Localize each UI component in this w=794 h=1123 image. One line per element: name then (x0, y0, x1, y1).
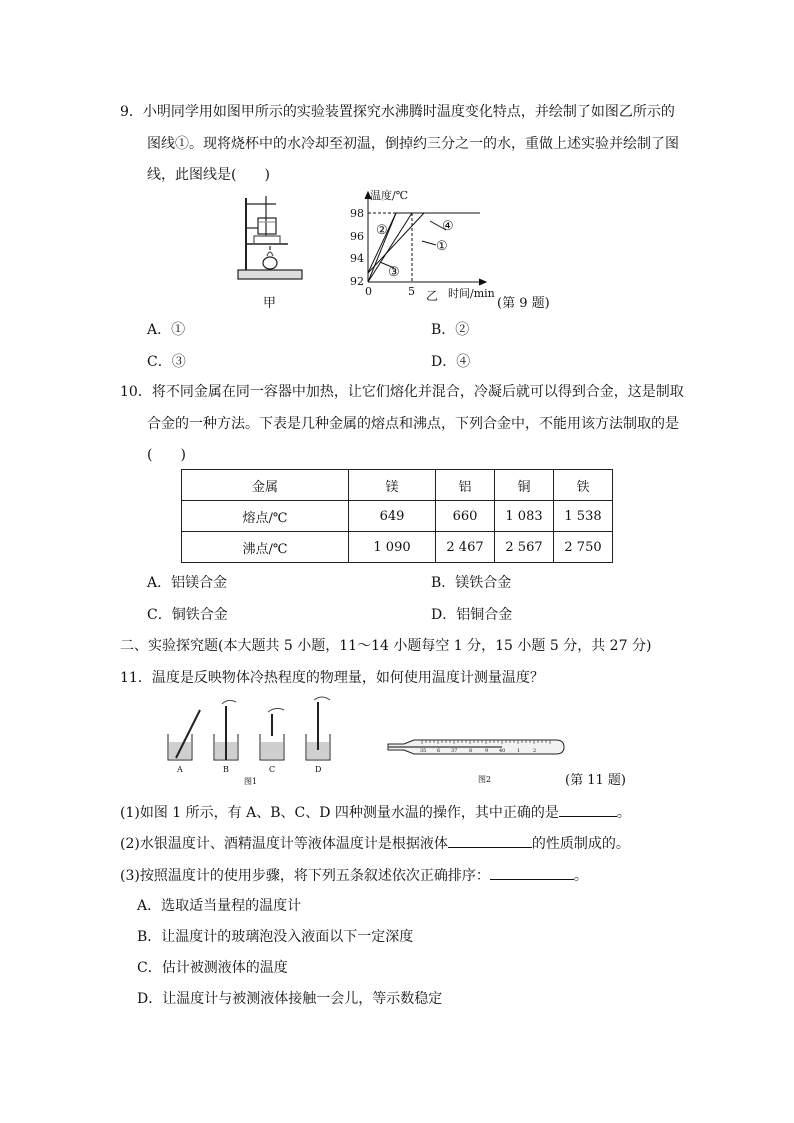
fig1-letter-b: B (223, 765, 229, 774)
table-row (182, 532, 613, 563)
table-header-cell: 铁 (554, 470, 613, 501)
section-2-heading: 二、实验探究题(本大题共 5 小题，11～14 小题每空 1 分，15 小题 5 分，共 27 分) (120, 638, 652, 654)
q9-option-c[interactable]: C．③ (147, 354, 186, 370)
graph-tick-96: 96 (350, 230, 364, 243)
graph-label-2: ② (376, 223, 388, 238)
graph-tick-94: 94 (350, 252, 364, 265)
table-cell: 熔点/℃ (182, 501, 349, 532)
thermo-tick-41: 1 (517, 748, 521, 754)
apparatus-beaker (258, 218, 276, 234)
q11-part-2-text-a: (2)水银温度计、酒精温度计等液体温度计是根据液体 (120, 836, 448, 852)
metal-properties-table (181, 469, 613, 563)
graph-label-1: ① (436, 239, 448, 254)
table-cell: 1 538 (554, 501, 613, 532)
q9-line-2: 图线①。现将烧杯中的水冷却至初温，倒掉约三分之一的水，重做上述实验并绘制了图 (147, 136, 679, 152)
table-cell: 1 090 (349, 532, 436, 563)
thermo-tick-35: 35 (420, 748, 427, 754)
answer-blank-2[interactable] (448, 835, 532, 848)
q9-option-b[interactable]: B．② (431, 322, 470, 338)
table-cell: 2 750 (554, 532, 613, 563)
thermo-tick-36: 6 (437, 748, 441, 754)
q10-option-a[interactable]: A．铝镁合金 (147, 575, 228, 591)
q11-part-1-period: 。 (616, 805, 631, 821)
q11-part-1-text: (1)如图 1 所示，有 A、B、C、D 四种测量水温的操作，其中正确的是 (120, 805, 559, 821)
q11-caption: (第 11 题) (565, 773, 626, 788)
q11-part-3-text: (3)按照温度计的使用步骤，将下列五条叙述依次正确排序： (120, 868, 490, 884)
apparatus-lamp (263, 257, 277, 269)
table-cell: 沸点/℃ (182, 532, 349, 563)
fig2-label: 图2 (478, 775, 492, 784)
q11-item-d: D．让温度计与被测液体接触一会儿，等示数稳定 (137, 991, 443, 1007)
table-cell: 660 (436, 501, 495, 532)
table-header-cell: 铜 (495, 470, 554, 501)
graph-label-4: ④ (442, 219, 454, 234)
table-header-cell: 铝 (436, 470, 495, 501)
boiling-apparatus-figure (236, 190, 308, 310)
answer-blank-3[interactable] (490, 867, 574, 880)
q9-option-d[interactable]: D．④ (431, 354, 471, 370)
q10-line-3: ( ) (147, 447, 186, 463)
fig1-letter-a: A (177, 765, 183, 774)
q11-item-b: B．让温度计的玻璃泡没入液面以下一定深度 (137, 929, 414, 945)
graph-tick-92: 92 (350, 275, 364, 288)
fig1-label: 图1 (244, 777, 258, 786)
table-header-cell: 金属 (182, 470, 349, 501)
q10-line-1: 10．将不同金属在同一容器中加热，让它们熔化并混合，冷凝后就可以得到合金，这是制取 (120, 384, 684, 400)
fig-yi-label: 乙 (426, 289, 439, 303)
q9-option-a[interactable]: A．① (147, 322, 186, 338)
table-cell: 2 567 (495, 532, 554, 563)
graph-tick-98: 98 (350, 207, 364, 220)
apparatus-base (238, 270, 302, 279)
fig1-letter-d: D (315, 765, 322, 774)
q11-part-3-period: 。 (573, 868, 588, 884)
thermo-tick-42: 2 (533, 748, 537, 754)
q9-line-1: 9．小明同学用如图甲所示的实验装置探究水沸腾时温度变化特点，并绘制了如图乙所示的 (120, 104, 675, 120)
q11-item-a: A．选取适当量程的温度计 (137, 898, 302, 914)
table-header-cell: 镁 (349, 470, 436, 501)
table-row (182, 501, 613, 532)
graph-tick-5: 5 (408, 285, 415, 298)
q10-option-c[interactable]: C．铜铁合金 (147, 607, 228, 623)
temperature-time-graph (340, 186, 510, 304)
answer-blank-1[interactable] (559, 804, 617, 817)
q11-stem: 11．温度是反映物体冷热程度的物理量，如何使用温度计测量温度？ (120, 670, 544, 686)
table-header-row (182, 470, 613, 501)
q11-figure-2-thermometer (384, 738, 568, 788)
table-cell: 649 (349, 501, 436, 532)
graph-leader-1 (422, 241, 436, 245)
q10-option-d[interactable]: D．铝铜合金 (431, 607, 513, 623)
q11-figure-1 (162, 696, 342, 786)
thermo-tick-38: 8 (469, 748, 473, 754)
fig-jia-label: 甲 (263, 296, 277, 311)
table-cell: 1 083 (495, 501, 554, 532)
graph-x-axis-label: 时间/min (448, 287, 495, 300)
graph-line-3 (368, 213, 396, 273)
fig1-letter-c: C (269, 765, 276, 774)
q9-caption: (第 9 题) (497, 296, 550, 311)
thermo-tick-37: 37 (451, 748, 458, 754)
q11-part-3 (120, 867, 588, 884)
graph-x-arrow (479, 279, 486, 285)
table-cell: 2 467 (436, 532, 495, 563)
thermo-tick-40: 40 (499, 748, 506, 754)
graph-label-3: ③ (388, 265, 400, 280)
q9-line-3: 线，此图线是( ) (147, 167, 270, 183)
thermo-tick-39: 9 (485, 748, 489, 754)
q11-part-2-text-b: 的性质制成的。 (531, 836, 630, 852)
q11-part-1 (120, 804, 631, 821)
q10-line-2: 合金的一种方法。下表是几种金属的熔点和沸点，下列合金中，不能用该方法制取的是 (147, 416, 679, 432)
q11-part-2 (120, 835, 630, 852)
graph-line-4 (368, 213, 424, 273)
q10-option-b[interactable]: B．镁铁合金 (431, 575, 512, 591)
graph-y-axis-label: 温度/℃ (370, 189, 409, 202)
graph-tick-0: 0 (365, 285, 372, 298)
q11-item-c: C．估计被测液体的温度 (137, 960, 288, 976)
